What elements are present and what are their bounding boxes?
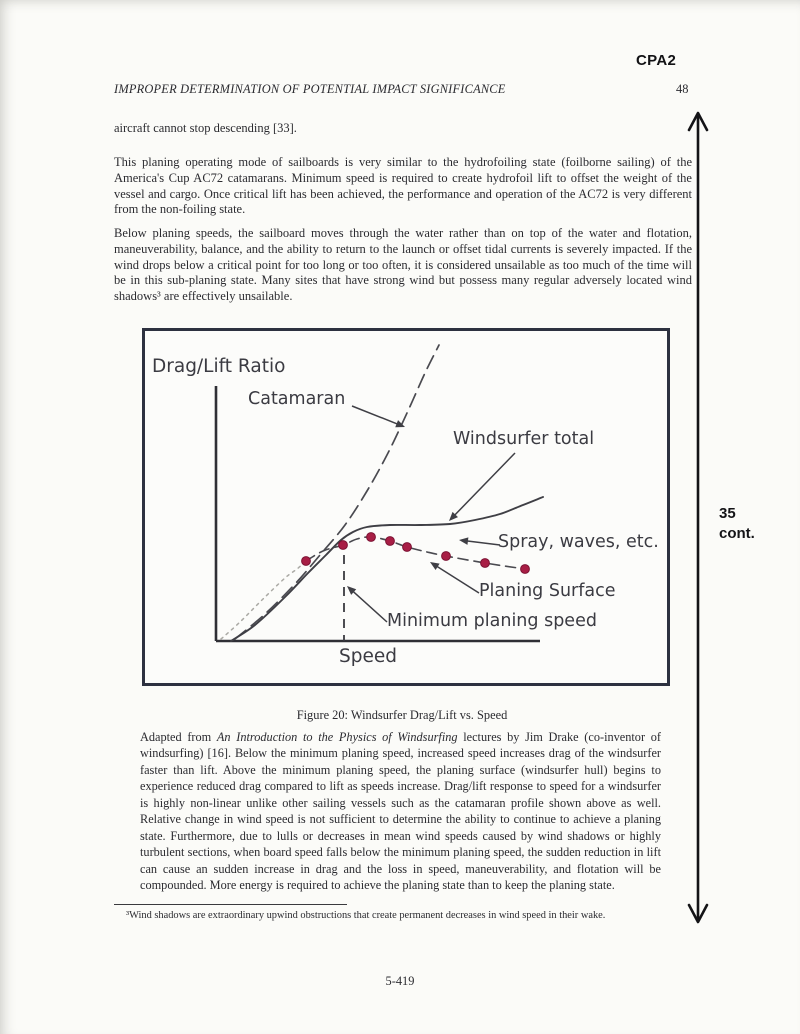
margin-note-number: 35 <box>719 505 736 522</box>
margin-note <box>719 504 755 544</box>
footer-page-number: 5-419 <box>385 974 415 988</box>
caption-text: Adapted from <box>140 730 217 744</box>
spray-waves-label: Spray, waves, etc. <box>498 532 659 552</box>
figure-caption-body <box>140 729 661 894</box>
caption-text: lectures by Jim Drake (co-inventor of windsurfing) [16]. Below the minimum planing speed, increased speed increases drag of the windsurfer faster than lift. Above the minimum planing speed, the planing surface (windsurfer hull) begins to experience reduced drag compared to lift as speeds increase. Drag/lift response to speed for a windsurfer is highly non-linear unlike other sailing vessels such as the catamaran profile shown above as well. Relative change in wind speed is not sufficient to determine the ability to continue to achieve a planing state. Furthermore, due to lulls or decreases in mean wind speeds caused by wind shadows or highly turbulent sections, when board speed falls below the minimum planing speed, the sudden reduction in lift can cause an sudden increase in drag and the loss in speed, maneuverability, and flotation will be compounded. More energy is required to achieve the planing state than to keep the planing state. <box>140 730 661 893</box>
margin-note-cont: cont. <box>719 525 755 542</box>
catamaran-curve-label: Catamaran <box>248 389 346 409</box>
x-axis-label: Speed <box>339 646 397 667</box>
planing-surface-label: Planing Surface <box>479 581 616 601</box>
paragraph: Below planing speeds, the sailboard moves through the water rather than on top of the water and flotation, maneuverability, balance, and the ability to return to the launch or offset tidal currents is severely impacted. If the wind drops below a critical point for too long or too often, it is considered unsailable as too much of the time will be in this sub-planing state. Many sites that have strong wind but possess many regular adversely located wind shadows³ are effectively unsailable. <box>114 226 692 304</box>
y-axis-label: Drag/Lift Ratio <box>152 356 286 377</box>
header-page-number: 48 <box>676 82 689 96</box>
paragraph-continuation: aircraft cannot stop descending [33]. <box>114 121 297 135</box>
footnote-rule <box>114 904 347 905</box>
figure-20-drag-lift-chart <box>142 328 670 686</box>
windsurfer-total-label: Windsurfer total <box>453 429 595 449</box>
doc-code-label: CPA2 <box>636 52 677 69</box>
minimum-planing-speed-label: Minimum planing speed <box>387 611 597 631</box>
figure-caption-title: Figure 20: Windsurfer Drag/Lift vs. Speed <box>296 708 508 722</box>
caption-book-title: An Introduction to the Physics of Windsurfing <box>216 730 458 744</box>
running-title: IMPROPER DETERMINATION OF POTENTIAL IMPACT SIGNIFICANCE <box>114 82 506 96</box>
footnote-text: ³Wind shadows are extraordinary upwind obstructions that create permanent decreases in wind speed in their wake. <box>126 910 606 921</box>
paragraph: This planing operating mode of sailboards is very similar to the hydrofoiling state (foilborne sailing) of the America's Cup AC72 catamarans. Minimum speed is required to create hydrofoil lift to offset the weight of the vessel and cargo. Once critical lift has been achieved, the performance and operation of the AC72 is very different from the non-foiling state. <box>114 155 692 217</box>
